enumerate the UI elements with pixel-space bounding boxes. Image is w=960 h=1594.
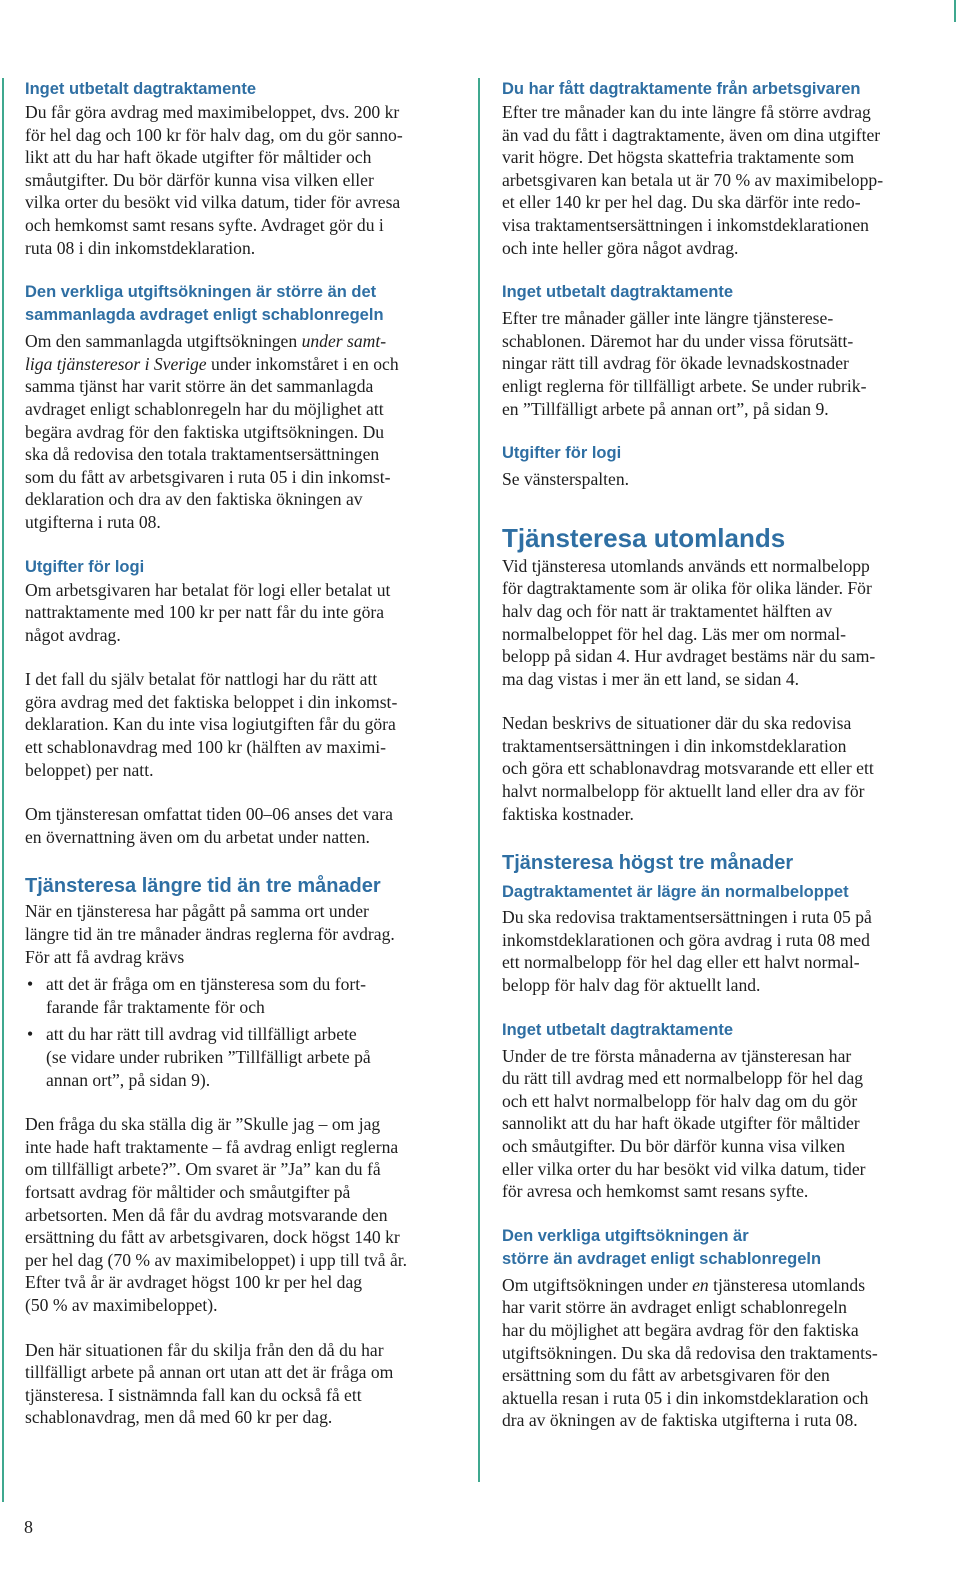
text-line: något avdrag. [25, 624, 121, 645]
text-line: I det fall du själv betalat för nattlogi har du rätt att [25, 669, 378, 690]
heading-fatt-dagtraktamente: Du har fått dagtraktamente från arbetsgivaren [502, 80, 861, 98]
text-line: När en tjänsteresa har pågått på samma ort under [25, 901, 369, 922]
text-line: Under de tre första månaderna av tjänsteresan har [502, 1045, 852, 1066]
text-line: likt att du har haft ökade utgifter för måltider och [25, 147, 372, 168]
text-line: nattraktamente med 100 kr per natt får du inte göra [25, 602, 385, 623]
left-column [25, 78, 465, 1429]
text-line: arbetsorten. Men då får du avdrag motsvarande den [25, 1204, 388, 1225]
text-line: schablonen. Däremot har du under vissa förutsätt- [502, 330, 854, 351]
top-edge-line [954, 0, 956, 22]
text-line: en övernattning även om du arbetat under natten. [25, 826, 370, 847]
text-line: arbetsgivaren kan betala ut är 70 % av maximibelopp- [502, 169, 884, 190]
heading-line: större än avdraget enligt schablonregeln [502, 1249, 822, 1268]
text-line: ruta 08 i din inkomstdeklaration. [25, 237, 256, 258]
paragraph-utomlands-2 [502, 712, 942, 825]
text-line: Om tjänsteresan omfattat tiden 00–06 anses det vara [25, 804, 393, 825]
emphasis-text: en [692, 1274, 709, 1295]
text-line: och inte heller göra något avdrag. [502, 237, 739, 258]
text-line: Vid tjänsteresa utomlands används ett normalbelopp [502, 555, 870, 576]
heading-verkliga-utgiftsokningen-2 [502, 1225, 942, 1271]
text-line: normalbeloppet för hel dag. Läs mer om normal- [502, 623, 846, 644]
paragraph-langre-tid-intro [25, 900, 465, 968]
text-line: utgiftsökningen. Du ska då redovisa den traktaments- [502, 1342, 878, 1363]
text-line: schablonavdrag, men då med 60 kr per dag. [25, 1407, 333, 1428]
bullet-marker: • [27, 974, 34, 995]
text-line: och göra ett schablonavdrag motsvarande ett eller ett [502, 758, 874, 779]
text-line: ersättning du fått av arbetsgivaren, dock högst 140 kr [25, 1227, 400, 1248]
text-line: Du ska redovisa traktamentsersättningen i ruta 05 på [502, 907, 872, 928]
paragraph-fatt-dagtraktamente [502, 101, 942, 259]
text-line: ma dag vistas i mer än ett land, se sidan 4. [502, 668, 800, 689]
text-line: Om utgiftsökningen under [502, 1274, 693, 1295]
text-line: fortsatt avdrag för måltider och småutgifter på [25, 1181, 351, 1202]
text-line: att du har rätt till avdrag vid tillfälligt arbete [46, 1024, 357, 1045]
text-line: varit högre. Det högsta skattefria traktamente som [502, 147, 855, 168]
paragraph-dagtraktamentet-lagre [502, 906, 942, 996]
text-line: har du möjlighet att begära avdrag för den faktiska [502, 1319, 859, 1340]
text-line: under inkomståret i en och [206, 353, 399, 374]
text-line: beloppet) per natt. [25, 759, 154, 780]
left-margin-rule [2, 78, 4, 1502]
paragraph-inget-utbetalt [25, 101, 465, 259]
heading-verkliga-utgiftsokningen [25, 281, 465, 327]
text-line: (50 % av maximibeloppet). [25, 1294, 218, 1315]
paragraph-logi-3 [25, 803, 465, 848]
text-line: per hel dag (70 % av maximibeloppet) i upp till två år. [25, 1249, 408, 1270]
text-line: har varit större än avdraget enligt schablonregeln [502, 1297, 847, 1318]
heading-dagtraktamentet-lagre: Dagtraktamentet är lägre än normalbeloppet [502, 883, 849, 902]
list-item [25, 1023, 465, 1091]
heading-inget-utbetalt-2: Inget utbetalt dagtraktamente [502, 283, 734, 302]
text-line: För att få avdrag krävs [25, 946, 185, 967]
text-line: traktamentsersättningen i din inkomstdeklaration [502, 735, 847, 756]
text-line: ett normalbelopp för hel dag eller ett halvt normal- [502, 952, 860, 973]
text-line: belopp på sidan 4. Hur avdraget bestäms när du sam- [502, 646, 876, 667]
requirements-list [25, 973, 465, 1091]
text-line: begära avdrag för den faktiska utgiftsökningen. Du [25, 421, 385, 442]
heading-utgifter-for-logi-2: Utgifter för logi [502, 444, 622, 463]
text-line: vilka orter du besökt vid vilka datum, tider för avresa [25, 192, 401, 213]
text-line: halv dag och för natt är traktamentet hälften av [502, 600, 833, 621]
heading-line: Den verkliga utgiftsökningen är [502, 1226, 749, 1245]
list-item [25, 973, 465, 1018]
text-line: ningar rätt till avdrag för ökade levnadskostnader [502, 353, 849, 374]
text-line: en ”Tillfälligt arbete på annan ort”, på sidan 9. [502, 398, 829, 419]
text-line: du rätt till avdrag med ett normalbelopp för hel dag [502, 1068, 864, 1089]
text-line: deklaration. Kan du inte visa logiutgiften får du göra [25, 714, 396, 735]
text-line: faktiska kostnader. [502, 803, 634, 824]
paragraph-logi-2 [25, 668, 465, 781]
text-line: visa traktamentsersättningen i inkomstdeklarationen [502, 214, 869, 235]
text-line: småutgifter. Du bör därför kunna visa vilken eller [25, 169, 374, 190]
column-divider-rule [478, 78, 480, 1482]
text-line: dra av ökningen av de faktiska utgifterna i ruta 08. [502, 1410, 858, 1431]
text-line: ska då redovisa den totala traktamentsersättningen [25, 444, 380, 465]
text-line: halvt normalbelopp för aktuellt land eller dra av för [502, 781, 865, 802]
paragraph-utomlands-1 [502, 555, 942, 691]
paragraph-logi-1 [25, 579, 465, 647]
text-line: och hemkomst samt resans syfte. Avdraget gör du i [25, 214, 384, 235]
text-line: inte hade haft traktamente – få avdrag enligt reglerna [25, 1136, 399, 1157]
heading-tjansteresa-utomlands: Tjänsteresa utomlands [502, 522, 786, 553]
text-line: inkomstdeklarationen och göra avdrag i ruta 08 med [502, 929, 870, 950]
paragraph-se-vansterspalten [502, 468, 942, 491]
text-line: Den fråga du ska ställa dig är ”Skulle jag – om jag [25, 1114, 381, 1135]
page-number: 8 [24, 1517, 33, 1537]
text-line: (se vidare under rubriken ”Tillfälligt arbete på [46, 1047, 371, 1067]
text-line: sannolikt att du har haft ökade utgifter för måltider [502, 1113, 860, 1134]
paragraph-verkliga-utgiftsokningen [25, 330, 465, 533]
text-line: Om arbetsgivaren har betalat för logi eller betalat ut [25, 579, 391, 600]
paragraph-inget-utbetalt-3 [502, 1045, 942, 1203]
heading-inget-utbetalt: Inget utbetalt dagtraktamente [25, 80, 257, 98]
text-line: deklaration och dra av den faktiska ökningen av [25, 489, 363, 510]
text-line: ersättning som du fått av arbetsgivaren för den [502, 1365, 830, 1386]
paragraph-skilja-fran [25, 1339, 465, 1429]
text-line: ett schablonavdrag med 100 kr (hälften av maximi- [25, 737, 387, 758]
text-line: farande får traktamente för och [46, 996, 265, 1017]
paragraph-inget-utbetalt-2 [502, 307, 942, 420]
heading-line: Den verkliga utgiftsökningen är större än det [25, 283, 377, 302]
text-line: Efter två år är avdraget högst 100 kr per hel dag [25, 1272, 363, 1293]
text-line: Efter tre månader gäller inte längre tjänsterese- [502, 308, 834, 329]
text-line: än vad du fått i dagtraktamente, även om dina utgifter [502, 124, 881, 145]
heading-langre-tid-an-tre-manader: Tjänsteresa längre tid än tre månader [25, 875, 381, 898]
text-line: utgifterna i ruta 08. [25, 511, 161, 532]
text-line: tillfälligt arbete på annan ort utan att det är fråga om [25, 1362, 394, 1383]
paragraph-verkliga-utgiftsokningen-2 [502, 1274, 942, 1432]
text-line: Nedan beskrivs de situationer där du ska redovisa [502, 713, 852, 734]
text-line: som du fått av arbetsgivaren i ruta 05 i din inkomst- [25, 466, 391, 487]
text-line: och ett halvt normalbelopp för halv dag om du gör [502, 1090, 858, 1111]
text-line: göra avdrag med det faktiska beloppet i din inkomst- [25, 691, 398, 712]
text-line: Om den sammanlagda utgiftsökningen [25, 331, 302, 352]
text-line: annan ort”, på sidan 9). [46, 1069, 211, 1090]
text-line: belopp för halv dag för aktuellt land. [502, 975, 761, 996]
heading-utgifter-for-logi: Utgifter för logi [25, 557, 145, 576]
text-line: tjänsteresa utomlands [708, 1274, 866, 1295]
text-line: et eller 140 kr per hel dag. Du ska därför inte redo- [502, 192, 861, 213]
text-line: Den här situationen får du skilja från den då du har [25, 1339, 384, 1360]
emphasis-text: liga tjänsteresor i Sverige [25, 353, 207, 374]
text-line: för dagtraktamente som är olika för olika länder. För [502, 578, 872, 599]
right-column [502, 78, 942, 1432]
text-line: att det är fråga om en tjänsteresa som du fort- [46, 974, 366, 995]
text-line: för hel dag och 100 kr för halv dag, om du gör sanno- [25, 124, 403, 145]
text-line: samma tjänst har varit större än det sammanlagda [25, 376, 374, 397]
emphasis-text: under samt- [301, 331, 387, 352]
text-line: enligt reglerna för tillfälligt arbete. Se under rubrik- [502, 375, 867, 396]
text-line: avdraget enligt schablonregeln har du möjlighet att [25, 398, 384, 419]
paragraph-fraga-du-ska-stalla [25, 1113, 465, 1316]
text-line: för avresa och hemkomst samt resans syfte. [502, 1181, 809, 1202]
bullet-marker: • [27, 1024, 34, 1045]
text-line: Efter tre månader kan du inte längre få större avdrag [502, 102, 871, 122]
text-line: aktuella resan i ruta 05 i din inkomstdeklaration och [502, 1387, 869, 1408]
text-line: längre tid än tre månader ändras reglerna för avdrag. [25, 924, 395, 945]
text-line: Se vänsterspalten. [502, 469, 630, 490]
heading-line: sammanlagda avdraget enligt schablonregeln [25, 306, 384, 325]
text-line: Du får göra avdrag med maximibeloppet, dvs. 200 kr [25, 102, 400, 122]
text-line: och småutgifter. Du bör därför kunna visa vilken [502, 1136, 845, 1156]
text-line: tjänsteresa. I sistnämnda fall kan du också få ett [25, 1384, 362, 1405]
text-line: eller vilka orter du har besökt vid vilka datum, tider [502, 1158, 866, 1179]
text-line: om tillfälligt arbete?”. Om svaret är ”Ja” kan du få [25, 1159, 381, 1180]
heading-inget-utbetalt-3: Inget utbetalt dagtraktamente [502, 1020, 734, 1039]
heading-hogst-tre-manader: Tjänsteresa högst tre månader [502, 852, 794, 875]
